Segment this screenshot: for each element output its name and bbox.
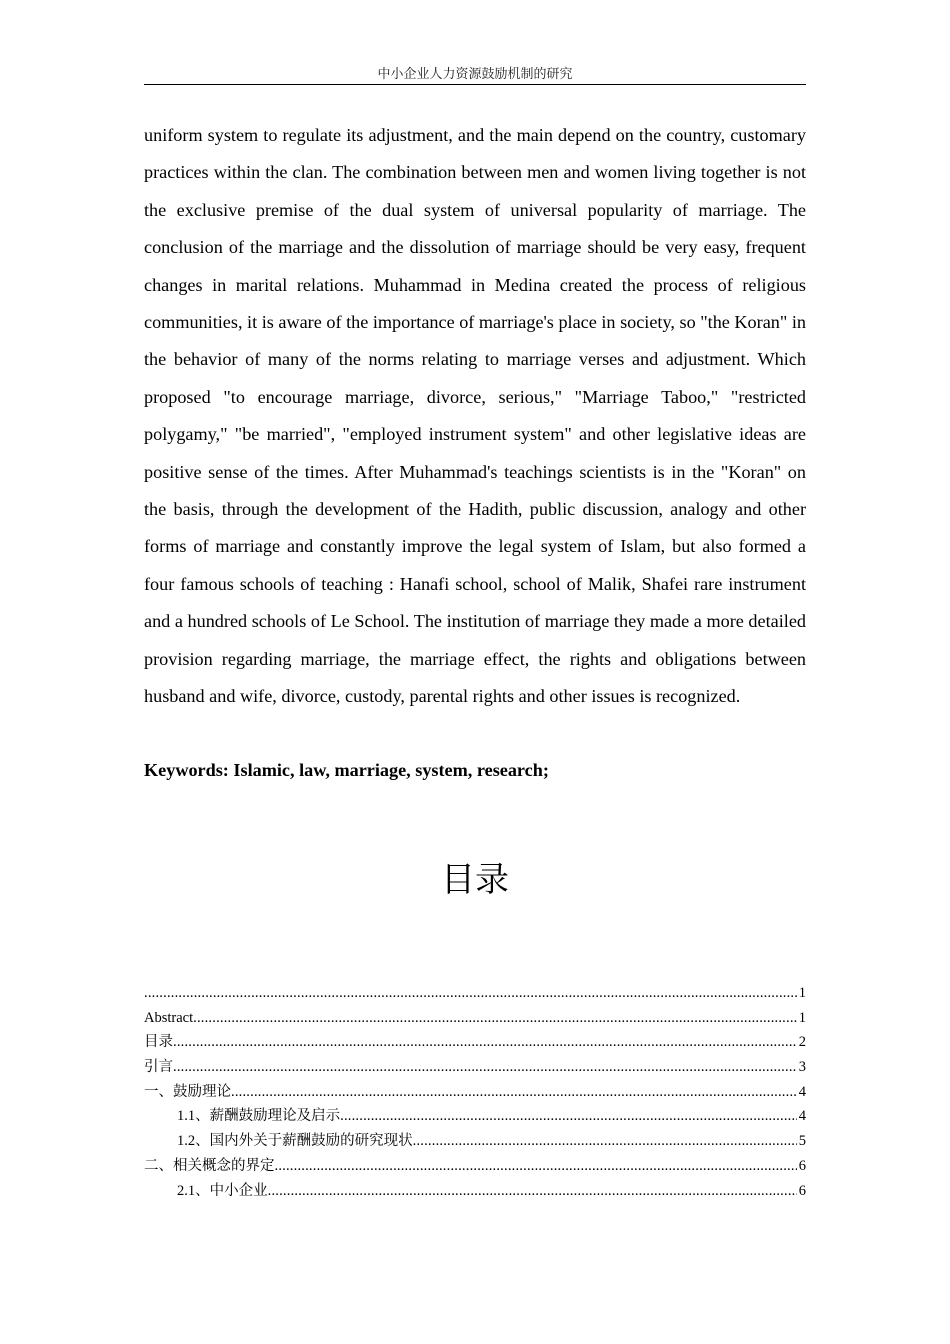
toc-entry-contents[interactable] [144, 1030, 806, 1055]
toc-entry-page: 4 [798, 1108, 806, 1125]
toc-leader-dots [173, 1055, 797, 1080]
toc-entry-label: 1.2、国内外关于薪酬鼓励的研究现状 [177, 1133, 413, 1150]
toc-entry-chapter-1[interactable] [144, 1080, 806, 1105]
toc-entry-page: 1 [798, 1009, 806, 1026]
toc-entry-introduction[interactable] [144, 1055, 806, 1080]
toc-entry-page: 6 [798, 1182, 806, 1199]
toc-entry-section-2-1[interactable] [144, 1179, 806, 1204]
toc-entry-label: 引言 [144, 1059, 173, 1076]
toc-entry-page: 6 [798, 1157, 806, 1174]
toc-leader-dots [268, 1179, 797, 1204]
page-header [144, 64, 806, 85]
toc-entry-label: 目录 [144, 1034, 173, 1051]
table-of-contents [144, 981, 806, 1203]
toc-leader-dots [413, 1129, 797, 1154]
toc-entry-page: 2 [798, 1034, 806, 1051]
toc-leader-dots [275, 1154, 797, 1179]
toc-entry-page: 3 [798, 1059, 806, 1076]
abstract-paragraph: uniform system to regulate its adjustment, and the main depend on the country, customary practices within the clan. The combination between men and women living together is not the exclusive premise of the dual system of universal popularity of marriage. The conclusion of the marriage and the dissolution of marriage should be very easy, frequent changes in marital relations. Muhammad in Medina created the process of religious communities, it is aware of the importance of marriage's place in society, so "the Koran" in the behavior of many of the norms relating to marriage verses and adjustment. Which proposed "to encourage marriage, divorce, serious," "Marriage Taboo," "restricted polygamy," "be married", "employed instrument system" and other legislative ideas are positive sense of the times. After Muhammad's teachings scientists is in the "Koran" on the basis, through the development of the Hadith, public discussion, analogy and other forms of marriage and constantly improve the legal system of Islam, but also formed a four famous schools of teaching : Hanafi school, school of Malik, Shafei rare instrument and a hundred schools of Le School. The institution of marriage they made a more detailed provision regarding marriage, the marriage effect, the rights and obligations between husband and wife, divorce, custody, parental rights and other issues is recognized. [144, 125, 806, 707]
toc-leader-dots [144, 981, 797, 1006]
keywords-line: Keywords: Islamic, law, marriage, system, research; [144, 760, 549, 780]
toc-entry-section-1-1[interactable] [144, 1104, 806, 1129]
toc-leader-dots [173, 1030, 797, 1055]
toc-entry-page: 1 [798, 985, 806, 1001]
header-title: 中小企业人力资源鼓励机制的研究 [377, 66, 573, 81]
toc-entry-label: 一、鼓励理论 [144, 1083, 231, 1100]
toc-leader-dots [193, 1006, 797, 1031]
toc-entry-page: 4 [798, 1083, 806, 1100]
toc-entry-label: 1.1、薪酬鼓励理论及启示 [177, 1108, 341, 1125]
toc-entry[interactable] [144, 981, 806, 1006]
toc-entry-label: 二、相关概念的界定 [144, 1157, 275, 1174]
toc-entry-label: 2.1、中小企业 [177, 1182, 268, 1199]
toc-title: 目录 [441, 860, 509, 900]
toc-leader-dots [340, 1104, 797, 1129]
toc-entry-chapter-2[interactable] [144, 1154, 806, 1179]
toc-entry-label: Abstract [144, 1009, 194, 1026]
toc-leader-dots [231, 1080, 797, 1105]
toc-entry-page: 5 [798, 1133, 806, 1150]
toc-entry-section-1-2[interactable] [144, 1129, 806, 1154]
toc-entry-abstract[interactable] [144, 1006, 806, 1031]
